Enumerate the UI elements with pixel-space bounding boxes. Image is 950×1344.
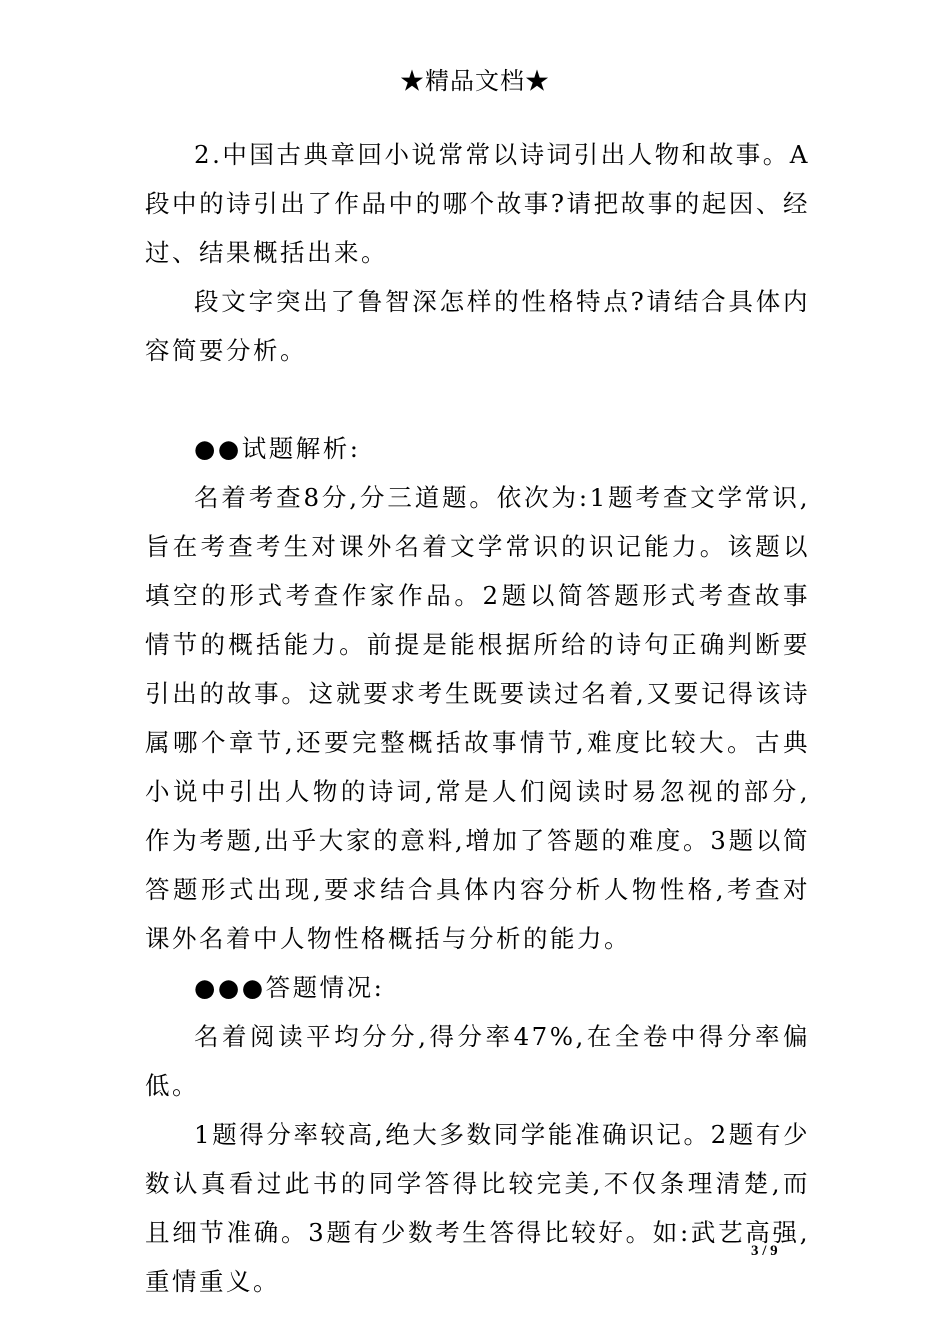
answers-detail-paragraph: 1题得分率较高,绝大多数同学能准确识记。2题有少数认真看过此书的同学答得比较完美,不仅条理清楚,而且细节准确。3题有少数考生答得比较好。如:武艺高强,重情重义。 bbox=[145, 1120, 810, 1296]
question-2-paragraph: 2.中国古典章回小说常常以诗词引出人物和故事。A段中的诗引出了作品中的哪个故事?请把故事的起因、经过、结果概括出来。 bbox=[145, 140, 810, 267]
analysis-paragraph: 名着考查8分,分三道题。依次为:1题考查文学常识,旨在考查考生对课外名着文学常识的识记能力。该题以填空的形式考查作家作品。2题以简答题形式考查故事情节的概括能力。前提是能根据所给的诗句正确判断要引出的故事。这就要求考生既要读过名着,又要记得该诗属哪个章节,还要完整概括故事情节,难度比较大。古典小说中引出人物的诗词,常是人们阅读时易忽视的部分,作为考题,出乎大家的意料,增加了答题的难度。3题以简答题形式出现,要求结合具体内容分析人物性格,考查对课外名着中人物性格概括与分析的能力。 bbox=[145, 483, 810, 953]
question-3-paragraph: 段文字突出了鲁智深怎样的性格特点?请结合具体内容简要分析。 bbox=[145, 287, 810, 365]
page-number: 3 / 9 bbox=[751, 1243, 778, 1259]
answers-heading: ●●●答题情况: bbox=[194, 973, 385, 1002]
document-body bbox=[145, 130, 810, 1306]
paragraph-gap bbox=[145, 375, 810, 424]
page-header-title: ★精品文档★ bbox=[400, 67, 550, 95]
answers-average-paragraph: 名着阅读平均分分,得分率47%,在全卷中得分率偏低。 bbox=[145, 1022, 810, 1100]
analysis-heading: ●●试题解析: bbox=[194, 434, 361, 463]
